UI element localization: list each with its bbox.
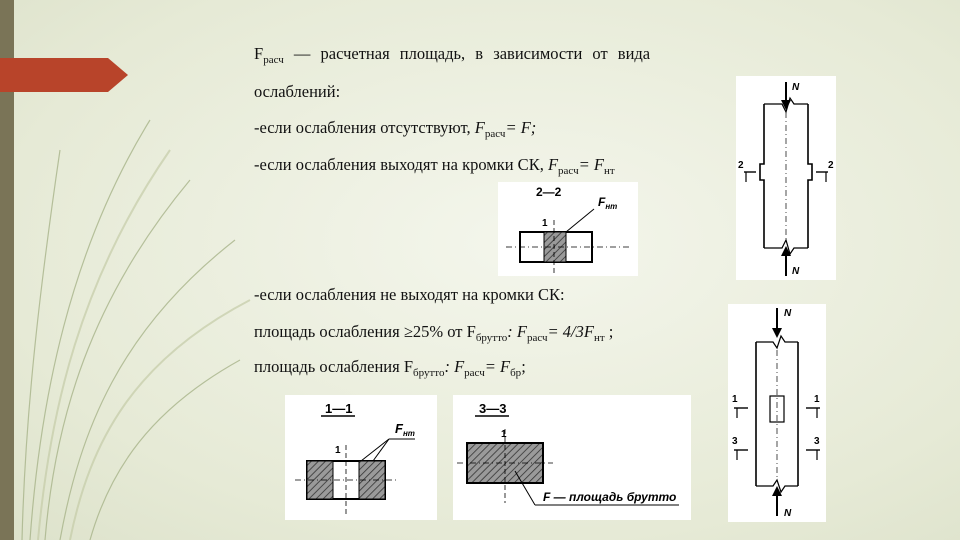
svg-text:3: 3 [814, 436, 820, 447]
text-line-2: ослаблений: [254, 82, 341, 101]
svg-text:N: N [784, 508, 792, 519]
svg-text:2: 2 [828, 160, 834, 171]
svg-text:1: 1 [814, 394, 820, 405]
svg-text:3: 3 [732, 436, 738, 447]
figure-section-1-1 [285, 395, 437, 520]
svg-text:N: N [792, 82, 800, 93]
svg-text:N: N [784, 308, 792, 319]
text-line-3: -если ослабления отсутствуют, $F_{расч}= F$; [254, 118, 537, 140]
text-line-4: -если ослабления выходят на кромки СК, $F_{расч}= F_{нт}$ [254, 155, 615, 177]
section-1-1-label: $F_{нт}$ [395, 421, 415, 438]
svg-text:1: 1 [501, 429, 507, 440]
text-line-7: площадь ослабления $F_{брутто}$: $F_{расч}= F_{бр}$; [254, 357, 526, 379]
text-line-6: площадь ослабления ≥25% от $F_{брутто}$: $F_{расч}= 4/3F_{нт}$ ; [254, 322, 614, 344]
figure-section-3-3 [453, 395, 691, 520]
svg-text:1: 1 [335, 445, 341, 456]
svg-text:N: N [792, 266, 800, 277]
section-2-2-label: $F_{нт}$ [598, 195, 618, 211]
section-2-2-title: 2—2 [536, 185, 562, 199]
red-arrow-tab [0, 58, 128, 92]
section-3-3-title: 3—3 [479, 401, 507, 416]
svg-text:1: 1 [542, 218, 548, 229]
section-1-1-title: 1—1 [325, 401, 353, 416]
section-3-3-note: F — площадь брутто [543, 490, 677, 504]
figure-bar-inner-hole [728, 304, 826, 522]
svg-text:2: 2 [738, 160, 744, 171]
text-line-1: $F_{расч}$ — расчетная площадь, в зависимости от вида [254, 44, 651, 66]
figure-section-2-2 [498, 182, 638, 276]
text-line-5: -если ослабления не выходят на кромки СК: [254, 285, 565, 304]
svg-text:1: 1 [732, 394, 738, 405]
figure-bar-edge-notch [736, 76, 836, 280]
